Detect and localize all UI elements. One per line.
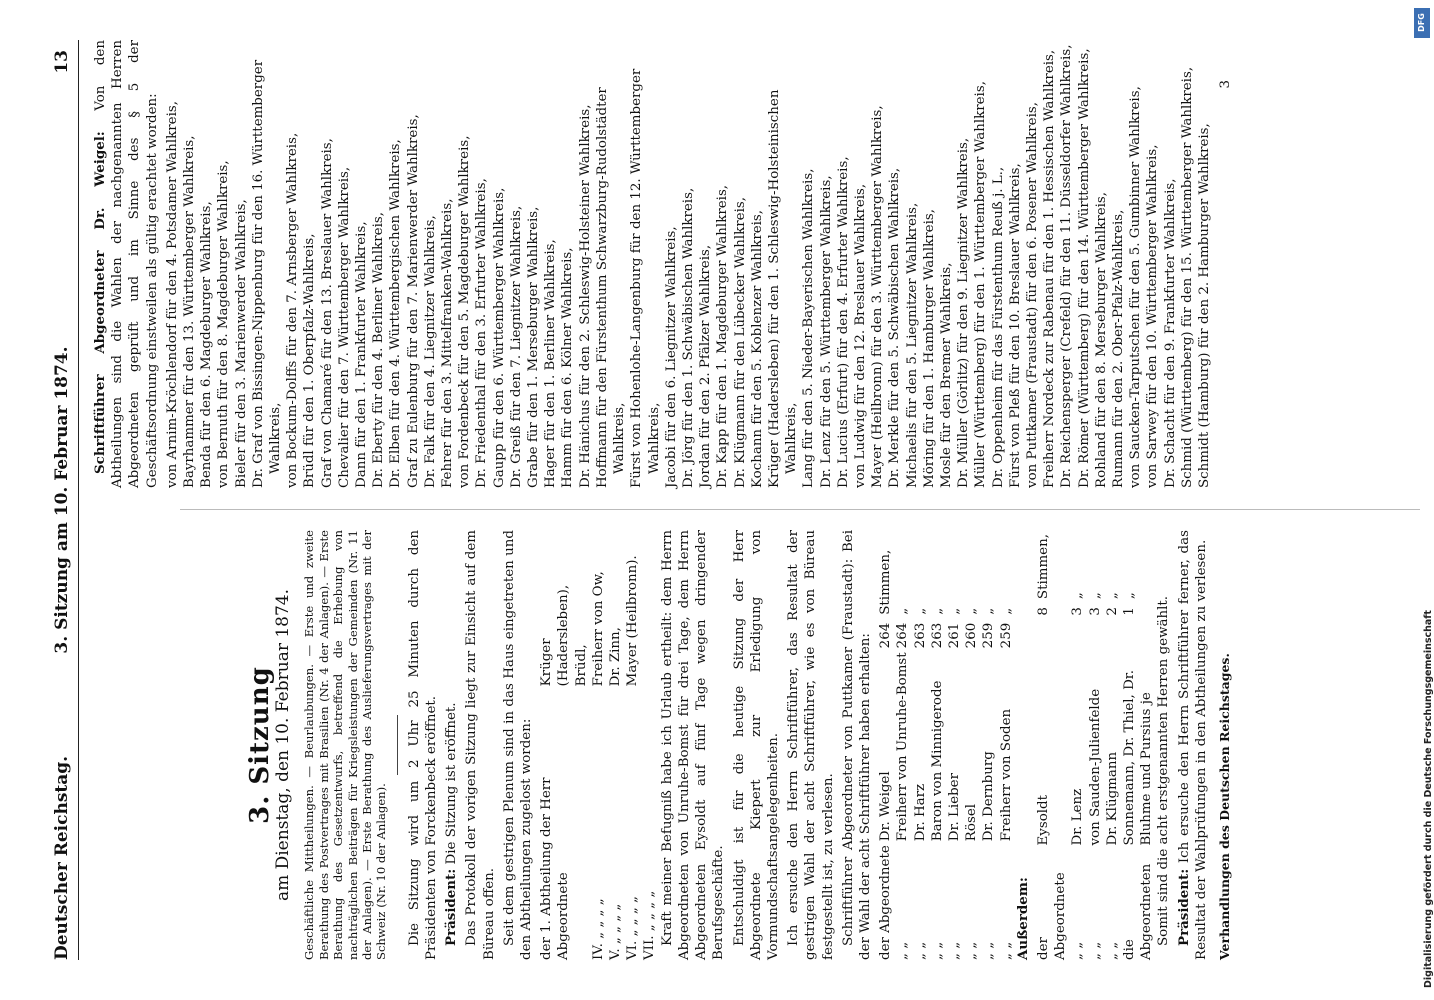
leave-paragraph: Kraft meiner Befugniß habe ich Urlaub ertheilt: dem Herrn Abgeordneten von Unruhe-Bomst für drei Tage, dem Herrn Abgeordneten Eysoldt auf fünf Tage wegen dringender Berufsgeschäfte. — [659, 530, 727, 960]
table-row — [624, 530, 641, 960]
division-cell — [573, 686, 590, 960]
vote-table — [877, 546, 1015, 960]
table-row — [590, 530, 607, 960]
list-item: Freiherr Nordeck zur Rabenau für den 1. Hessischen Wahlkreis, — [1042, 49, 1058, 488]
president-request — [1176, 530, 1210, 960]
speech-text: Ich ersuche den Herrn Schriftführer ferner, das Resultat der Wahlprüfungen in den Abtheilungen zu verlesen. — [1176, 530, 1209, 960]
prefix-cell: die Abgeordneten — [1121, 863, 1155, 960]
list-item: von Puttkamer (Fraustadt) für den 6. Posener Wahlkreis, — [1024, 102, 1040, 488]
prefix-cell: „ „ — [929, 941, 945, 960]
opening-paragraph: Die Sitzung wird um 2 Uhr 25 Minuten durch den Präsidenten von Forckenbeck eröffnet. — [406, 530, 440, 960]
unit-cell: „ — [946, 607, 962, 615]
name-cell: von Sauden-Julienfelde — [1087, 688, 1103, 846]
list-item: von Arnim-Kröchlendorf für den 4. Potsdamer Wahlkreis, — [164, 101, 180, 488]
header-left: Deutscher Reichstag. — [52, 755, 72, 960]
dfg-logo: DFG — [1414, 8, 1430, 38]
list-item: Dr. Eberty für den 4. Berliner Wahlkreis, — [371, 212, 387, 488]
list-item: Fürst von Pleß für den 10. Breslauer Wahlkreis, — [1007, 163, 1023, 488]
prefix-cell: der Abgeordnete — [1035, 872, 1069, 960]
list-item: Benda für den 6. Magdeburger Wahlkreis, — [199, 201, 215, 488]
table-row — [912, 546, 929, 960]
list-item: Dr. Reichensperger (Crefeld) für den 11. Düsseldorfer Wahlkreis, — [1059, 44, 1075, 488]
table-row — [1069, 530, 1086, 960]
list-item: Dr. Graf von Bissingen-Nippenburg für den 16. Württemberger Wahlkreis, — [250, 59, 284, 488]
list-item: Dr. Römer (Württemberg) für den 14. Württemberger Wahlkreis, — [1076, 48, 1092, 488]
prefix-cell: „ „ — [981, 941, 997, 960]
list-item: Dr. Lucius (Erfurt) für den 4. Erfurter Wahlkreis, — [835, 156, 851, 488]
speaker-label: Schriftführer Abgeordneter Dr. Weigel: — [92, 131, 108, 474]
list-item: Dr. Greiß für den 7. Liegnitzer Wahlkreis, — [508, 205, 524, 488]
prefix-cell: „ „ — [964, 941, 980, 960]
list-item: Krüger (Hadersleben) für den 1. Schleswig-Holsteinischen Wahlkreis, — [766, 89, 800, 488]
count-cell: 263 — [929, 622, 945, 649]
member-cell: Mayer (Heilbronn). — [625, 555, 641, 687]
excused-paragraph: Entschuldigt ist für die heutige Sitzung der Herr Abgeordnete Kiepert zur Erledigung von Vormundschaftsangelegenheiten. — [731, 530, 781, 960]
division-cell: IV. „ „ „ „ — [590, 898, 606, 960]
list-item: Dr. Merkle für den 5. Schwäbischen Wahlkreis, — [887, 167, 903, 488]
unit-cell: „ — [1087, 592, 1103, 600]
name-cell: Dr. Klügmann — [1104, 751, 1120, 846]
name-cell: Dr. Lieber — [946, 773, 962, 842]
list-item: Dr. Hänichus für den 2. Schleswig-Holsteiner Wahlkreis, — [577, 104, 593, 488]
president-opening — [443, 530, 460, 960]
elected-paragraph: Somit sind die acht erstgenannten Herren gewählt. — [1156, 595, 1172, 946]
list-item: von Ludwig für den 12. Breslauer Wahlkreis, — [852, 183, 868, 488]
list-item: Dr. Friedenthal für den 3. Erfurter Wahlkreis, — [474, 178, 490, 488]
list-item: Grabe für den 1. Merseburger Wahlkreis, — [526, 206, 542, 488]
count-cell: 8 — [1035, 607, 1051, 616]
column-divider — [180, 509, 1420, 510]
member-cell: Freiherr von Ow, — [590, 571, 606, 687]
list-item: Jacobi für den 6. Liegnitzer Wahlkreis, — [663, 226, 679, 488]
name-cell: Dr. Dernburg — [981, 751, 997, 842]
unit-cell: „ — [981, 607, 997, 615]
prefix-cell: „ „ — [998, 941, 1014, 960]
prefix-cell: „ „ — [1070, 941, 1086, 960]
list-item: Gaupp für den 6. Württemberger Wahlkreis, — [491, 187, 507, 488]
assignment-table — [538, 530, 658, 960]
list-item: Bieler für den 3. Marienwerder Wahlkreis, — [233, 199, 249, 488]
speech-text: Die Sitzung ist eröffnet. — [444, 702, 460, 865]
member-cell: Krüger (Hadersleben), — [539, 584, 572, 687]
list-item: Michaelis für den 5. Liegnitzer Wahlkreis, — [904, 202, 920, 488]
table-row — [1035, 530, 1069, 960]
unit-cell: „ — [1121, 592, 1137, 600]
table-row — [929, 546, 946, 960]
name-cell: Eysoldt — [1035, 795, 1051, 846]
list-item: Dr. Müller (Görlitz) für den 9. Liegnitzer Wahlkreis, — [956, 137, 972, 488]
name-cell: Dr. Lenz — [1070, 788, 1086, 846]
table-row — [538, 530, 572, 960]
signature-mark: 3 — [1218, 80, 1234, 89]
list-item: Müller (Württemberg) für den 1. Württemberger Wahlkreis, — [973, 81, 989, 488]
list-item: Graf zu Eulenburg für den 7. Marienwerder Wahlkreis, — [405, 114, 421, 488]
speech-text: Von den Abtheilungen sind die Wahlen der nachgenannten Herren Abgeordneten geprüft und im Sinne des § 5 der Geschäftsordnung einstweilen als gültig erachtet worden: — [93, 40, 160, 488]
section-divider — [397, 715, 398, 775]
left-column — [92, 530, 1233, 960]
count-cell: 264 — [878, 622, 894, 649]
table-row — [877, 546, 894, 960]
member-cell — [641, 530, 658, 686]
list-item: Jordan für den 2. Pfälzer Wahlkreis, — [698, 244, 714, 488]
list-item: Hager für den 1. Berliner Wahlkreis, — [543, 239, 559, 488]
prefix-cell: der Abgeordnete — [878, 845, 894, 960]
list-item: Dr. Falk für den 4. Liegnitzer Wahlkreis, — [422, 215, 438, 488]
list-item: Mayer (Heilbronn) für den 3. Württemberger Wahlkreis, — [870, 105, 886, 488]
footer-note: Verhandlungen des Deutschen Reichstages. — [1216, 653, 1232, 960]
unit-cell: „ — [1104, 592, 1120, 600]
session-date: am Dienstag, den 10. Februar 1874. — [273, 588, 294, 902]
list-item: von Sarwey für den 10. Württemberger Wahlkreis, — [1145, 144, 1161, 488]
name-cell: Rösel — [964, 803, 980, 842]
list-item: Hoffmann für den Fürstenthum Schwarzburg-Rudolstädter Wahlkreis, — [594, 87, 628, 488]
count-cell: 264 — [895, 622, 911, 649]
table-row — [946, 546, 963, 960]
list-item: Fürst von Hohenlohe-Langenburg für den 12. Württemberger Wahlkreis, — [629, 68, 662, 488]
list-item: Mosle für den Bremer Wahlkreis, — [938, 262, 954, 488]
name-cell: Freiherr von Unruhe-Bomst — [895, 652, 911, 842]
list-item: Bayrhammer für den 13. Württemberger Wahlkreis, — [182, 135, 198, 488]
list-item: Schmidt (Hamburg) für den 2. Hamburger Wahlkreis, — [1197, 123, 1212, 488]
list-item: Dr. Klügmann für den Lübecker Wahlkreis, — [732, 196, 748, 488]
unit-cell: „ — [929, 607, 945, 615]
table-row — [641, 530, 658, 960]
table-row — [573, 530, 590, 960]
request-paragraph: Ich ersuche den Herrn Schriftführer, das Resultat der gestrigen Wahl der acht Schriftführer, wie es von Büreau festgestellt ist, zu verlesen. — [786, 530, 836, 960]
since-last-paragraph: Seit dem gestrigen Plenum sind in das Haus eingetreten und den Abtheilungen zugelost worden: — [501, 530, 535, 960]
unit-cell: „ — [998, 607, 1014, 615]
contents-summary: Geschäftliche Mittheilungen. — Beurlaubungen. — Erste und zweite Berathung des Postvertrages mit Brasilien (Nr. 4 der Anlagen). — Erste Berathung des Gesetzentwurfs, betreffend die Erhebung von nachträglichen Beiträgen für Kriegsleistungen der Gemeinden (Nr. 11 der Anlagen). — Erste Berathung des Auslieferungsvertrages mit der Schweiz (Nr. 10 der Anlagen). — [302, 530, 389, 960]
list-item: von Bockum-Dolffs für den 7. Arnsberger Wahlkreis, — [285, 132, 301, 488]
list-item: Dann für den 1. Frankfurter Wahlkreis, — [354, 221, 370, 488]
running-header — [52, 40, 79, 960]
list-item: Dr. Oppenheim für das Fürstenthum Reuß j. L., — [990, 166, 1006, 488]
header-center: 3. Sitzung am 10. Februar 1874. — [52, 346, 72, 654]
count-cell: 260 — [964, 622, 980, 649]
list-item: Dr. Lenz für den 5. Württemberger Wahlkreis, — [818, 175, 834, 488]
member-cell: Brüdl, — [573, 644, 589, 687]
list-item: Chevalier für den 7. Württemberger Wahlkreis, — [336, 166, 352, 488]
name-cell: Dr. Weigel — [878, 771, 894, 842]
unit-cell: „ — [895, 607, 911, 615]
list-item: Graf von Chamaré für den 13. Breslauer Wahlkreis, — [319, 138, 335, 488]
list-item: Brüdl für den 1. Oberpfalz-Wahlkreis, — [302, 233, 318, 488]
unit-cell: Stimmen, — [878, 549, 894, 615]
table-row — [1104, 530, 1121, 960]
count-cell: 263 — [912, 622, 928, 649]
name-cell: Baron von Minnigerode — [929, 680, 945, 842]
list-item: Fehrer für den 3. Mittelfranken-Wahlkreis, — [440, 198, 456, 488]
prefix-cell: „ „ — [946, 941, 962, 960]
table-row — [894, 546, 911, 960]
table-row — [1087, 530, 1104, 960]
table-row — [998, 546, 1015, 960]
name-cell: Freiherr von Soden — [998, 708, 1014, 842]
list-item: Dr. Kapp für den 1. Magdeburger Wahlkreis, — [715, 184, 731, 488]
others-label: Außerdem: — [1014, 877, 1031, 960]
name-cell: Dr. Harz — [912, 783, 928, 842]
division-cell: V. „ „ „ „ — [608, 903, 624, 960]
list-item: Dr. Jörg für den 1. Schwäbischen Wahlkreis, — [680, 187, 696, 488]
prefix-cell: „ „ — [895, 941, 911, 960]
list-item: Schmid (Württemberg) für den 15. Württemberger Wahlkreis, — [1179, 66, 1195, 488]
list-item: Lang für den 5. Nieder-Bayerischen Wahlkreis, — [801, 168, 817, 488]
page-number: 13 — [52, 50, 72, 74]
protocol-paragraph: Das Protokoll der vorigen Sitzung liegt zur Einsicht auf dem Büreau offen. — [464, 530, 497, 960]
count-cell: 259 — [981, 622, 997, 649]
unit-cell: „ — [964, 607, 980, 615]
count-cell: 2 — [1104, 607, 1120, 616]
prefix-cell: „ „ — [1104, 941, 1120, 960]
count-cell: 3 — [1070, 607, 1086, 616]
secretary-report-intro — [92, 40, 161, 488]
count-cell: 1 — [1121, 607, 1137, 616]
unit-cell: „ — [912, 607, 928, 615]
unit-cell: Stimmen, — [1035, 534, 1051, 600]
prefix-cell: „ „ — [1087, 941, 1103, 960]
speaker-label: Präsident: — [1175, 868, 1192, 946]
list-item: Rumann für den 2. Ober-Pfalz-Wahlkreis, — [1110, 209, 1126, 488]
validated-elections-list — [164, 40, 1213, 488]
member-cell: Dr. Zinn, — [608, 627, 624, 687]
other-votes-table — [1035, 530, 1155, 960]
secretary-intro: Schriftführer Abgeordneter von Puttkamer (Fraustadt): Bei der Wahl der acht Schriftführer haben erhalten: — [840, 530, 873, 960]
division-cell: der 1. Abtheilung der Herr Abgeordnete — [539, 777, 572, 960]
name-cell: Sonnemann, Dr. Thiel, Dr. Bluhme und Pursius je — [1121, 670, 1155, 846]
prefix-cell: „ „ — [912, 941, 928, 960]
list-item: Rohland für den 8. Merseburger Wahlkreis, — [1093, 191, 1109, 488]
list-item: von Bernuth für den 8. Magdeburger Wahlkreis, — [216, 160, 232, 488]
right-column — [92, 40, 1234, 488]
table-row — [980, 546, 997, 960]
list-item: Kochann für den 5. Koblenzer Wahlkreis, — [749, 209, 765, 488]
table-row — [963, 546, 980, 960]
count-cell: 259 — [998, 622, 1014, 649]
session-title: 3. Sitzung — [245, 666, 275, 824]
list-item: Möring für den 1. Hamburger Wahlkreis, — [921, 208, 937, 488]
list-item: von Saucken-Tarputschen für den 5. Gumbinner Wahlkreis, — [1128, 86, 1144, 488]
list-item: von Fordenbeck für den 5. Magdeburger Wahlkreis, — [457, 135, 473, 488]
list-item: Hamm für den 6. Kölner Wahlkreis, — [560, 247, 576, 488]
unit-cell: „ — [1070, 592, 1086, 600]
table-row — [1121, 530, 1155, 960]
count-cell: 261 — [946, 622, 962, 649]
speaker-label: Präsident: — [443, 868, 460, 946]
count-cell: 3 — [1087, 607, 1103, 616]
division-cell: VII. „ „ „ „ — [642, 890, 658, 960]
table-row — [607, 530, 624, 960]
list-item: Dr. Elben für den 4. Württembergischen Wahlkreis, — [388, 139, 404, 488]
list-item: Dr. Schacht für den 9. Frankfurter Wahlkreis, — [1162, 178, 1178, 488]
division-cell: VI. „ „ „ „ — [625, 896, 641, 960]
digitization-watermark: Digitalisierung gefördert durch die Deutsche Forschungsgemeinschaft — [1423, 610, 1434, 988]
